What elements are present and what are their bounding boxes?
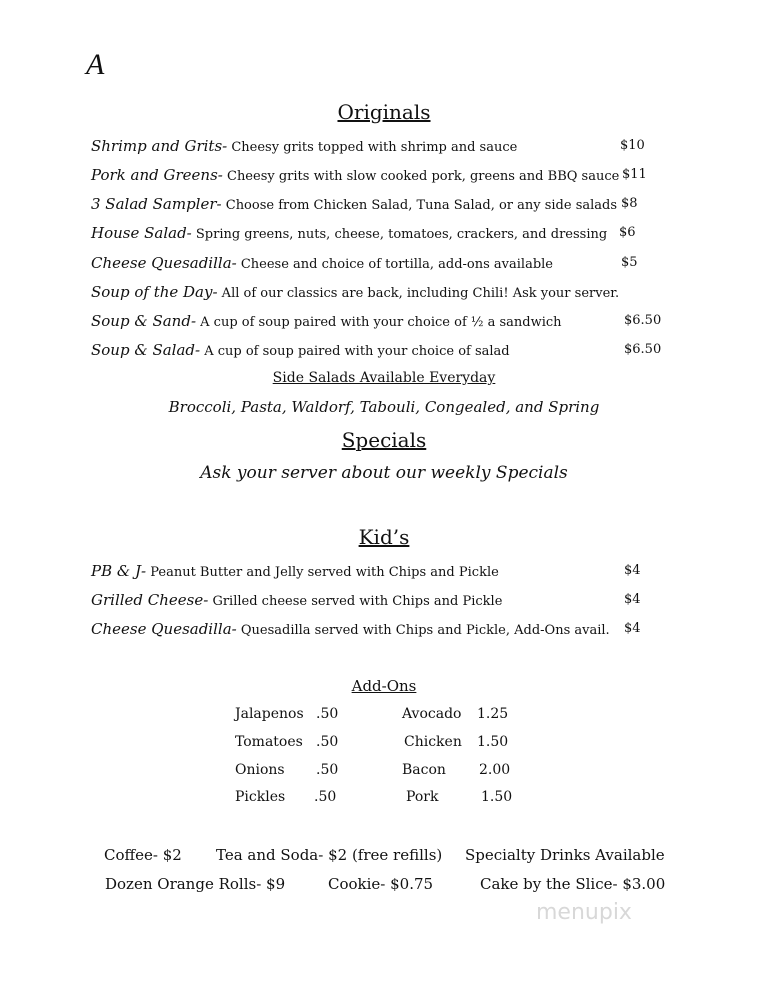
addon-price: .50 (316, 762, 339, 778)
menu-item (91, 590, 502, 612)
item-price: $11 (622, 167, 647, 182)
item-name: Grilled Cheese- (91, 591, 209, 609)
item-description: A cup of soup paired with your choice of salad (200, 344, 510, 359)
addon-name: Onions (235, 762, 285, 778)
item-name: Soup & Sand- (91, 312, 197, 330)
watermark: menupix (536, 900, 632, 925)
item-name: PB & J- (91, 562, 147, 580)
addon-name: Bacon (402, 762, 446, 778)
item-description: A cup of soup paired with your choice of ½ a sandwich (196, 315, 562, 330)
item-description: Spring greens, nuts, cheese, tomatoes, crackers, and dressing (191, 227, 608, 242)
item-name: House Salad- (91, 224, 192, 242)
item-price: $8 (621, 196, 638, 211)
menu-item (91, 561, 499, 583)
kids-heading: Kid’s (358, 525, 410, 549)
addon-name: Jalapenos (235, 706, 304, 722)
item-description: Grilled cheese served with Chips and Pickle (208, 594, 503, 609)
menu-item (91, 311, 562, 333)
item-description: All of our classics are back, including Chili! Ask your server. (217, 286, 620, 301)
item-description: Cheesy grits with slow cooked pork, greens and BBQ sauce (222, 169, 620, 184)
drink-item: Tea and Soda- $2 (free refills) (216, 846, 443, 864)
item-name: Cheese Quesadilla- (91, 620, 237, 638)
item-name: 3 Salad Sampler- (91, 195, 222, 213)
bakery-item: Dozen Orange Rolls- $9 (105, 875, 286, 893)
addons-heading: Add-Ons (351, 677, 417, 695)
item-price: $10 (620, 138, 645, 153)
addon-price: .50 (316, 734, 339, 750)
addon-name: Avocado (402, 706, 462, 722)
item-price: $6.50 (624, 313, 662, 328)
item-name: Pork and Greens- (91, 166, 223, 184)
item-description: Cheesy grits topped with shrimp and sauce (227, 140, 518, 155)
addon-price: 2.00 (479, 762, 511, 778)
addon-price: .50 (314, 789, 337, 805)
item-price: $4 (624, 592, 641, 607)
specials-text: Ask your server about our weekly Specials (200, 463, 568, 483)
item-price: $4 (624, 563, 641, 578)
item-name: Soup & Salad- (91, 341, 201, 359)
menu-item (91, 253, 553, 275)
bakery-item: Cake by the Slice- $3.00 (480, 875, 666, 893)
specials-heading: Specials (341, 428, 427, 452)
item-price: $4 (624, 621, 641, 636)
drink-item: Coffee- $2 (104, 846, 182, 864)
item-description: Cheese and choice of tortilla, add-ons available (236, 257, 553, 272)
addon-name: Chicken (404, 734, 462, 750)
addon-name: Tomatoes (235, 734, 303, 750)
menu-item (91, 619, 610, 641)
menu-item (91, 194, 617, 216)
side-salads-heading: Side Salads Available Everyday (272, 370, 496, 386)
item-description: Quesadilla served with Chips and Pickle, Add-Ons avail. (236, 623, 610, 638)
side-salads-list: Broccoli, Pasta, Waldorf, Tabouli, Congealed, and Spring (168, 398, 600, 416)
addon-price: 1.50 (477, 734, 509, 750)
menu-item (91, 223, 607, 245)
drink-item: Specialty Drinks Available (465, 846, 665, 864)
addon-name: Pickles (235, 789, 286, 805)
menu-item (91, 282, 619, 304)
item-name: Cheese Quesadilla- (91, 254, 237, 272)
addon-price: 1.25 (477, 706, 509, 722)
menu-item (91, 340, 510, 362)
bakery-item: Cookie- $0.75 (328, 875, 434, 893)
addon-price: 1.50 (481, 789, 513, 805)
menu-item (91, 136, 517, 158)
addon-name: Pork (406, 789, 439, 805)
item-name: Soup of the Day- (91, 283, 218, 301)
logo-letter: A (86, 48, 105, 81)
menu-item (91, 165, 619, 187)
item-description: Choose from Chicken Salad, Tuna Salad, or any side salads (221, 198, 618, 213)
item-name: Shrimp and Grits- (91, 137, 228, 155)
item-price: $6 (619, 225, 636, 240)
addon-price: .50 (316, 706, 339, 722)
item-price: $5 (621, 255, 638, 270)
item-description: Peanut Butter and Jelly served with Chips and Pickle (146, 565, 499, 580)
originals-heading: Originals (337, 100, 431, 124)
item-price: $6.50 (624, 342, 662, 357)
